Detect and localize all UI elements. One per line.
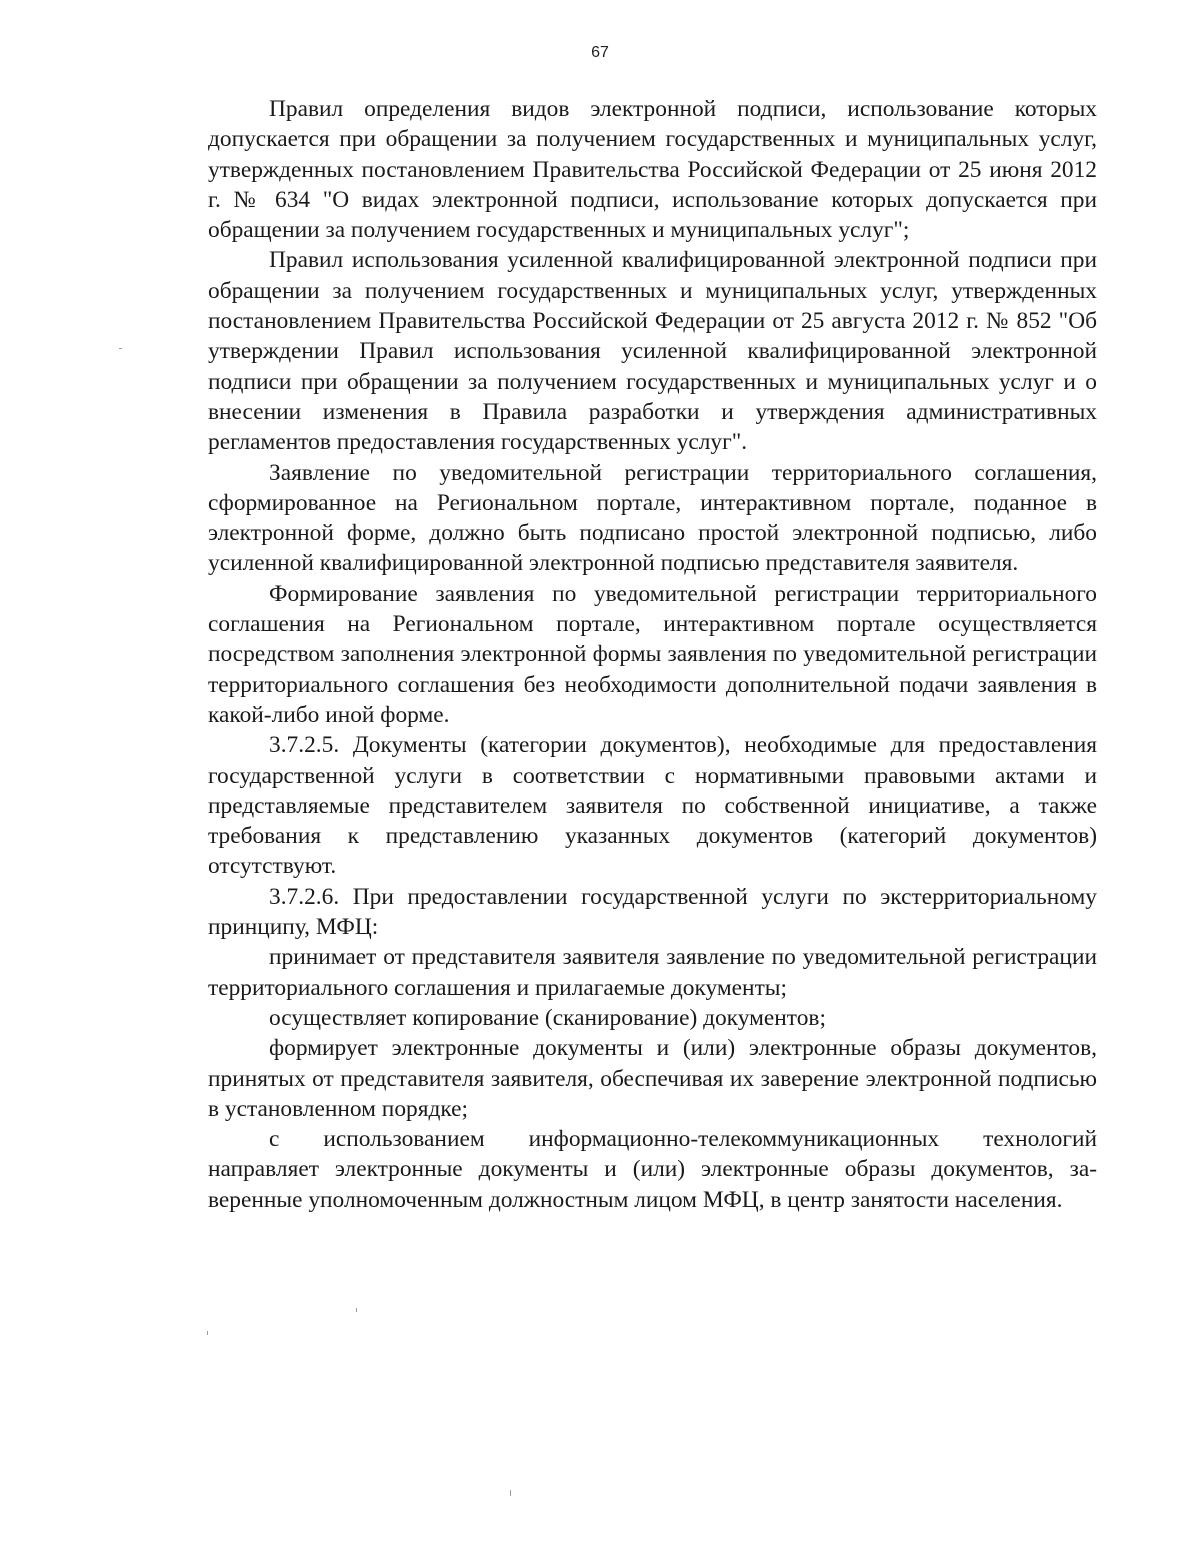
paragraph-3: Заявление по уведомительной регистрации территориального соглашения, сформированное на Региональном портале, интерактивном портале, поданное в электронной форме, должно быть подписано простой электронной подписью, либо усиленной квалифицированной электронной подписью представителя заявителя. — [208, 459, 1097, 577]
paragraph-6: 3.7.2.6. При предоставлении государственной услуги по экстерриториальному принципу, МФЦ: — [208, 883, 1097, 941]
paragraph-4: Формирование заявления по уведомительной регистрации территориального соглашения на Региональном портале, интерактивном портале осуществляется посредством заполнения электронной формы заявления по уведомительной регистрации территориального соглашения без необходимости дополнительной подачи заявления в какой-либо иной форме. — [208, 580, 1097, 728]
scan-speck — [356, 1308, 357, 1312]
scan-speck — [510, 1490, 511, 1496]
page-number: 67 — [591, 44, 609, 61]
paragraph-9: формирует электронные документы и (или) электронные образы документов, принятых от представителя заявителя, обеспечивая их заверение электронной подписью в установленном порядке; — [208, 1035, 1097, 1122]
paragraph-10: с использованием информационно-телекоммуникационных технологий направляет электронные документы и (или) электронные образы документов, заверенные уполномоченным должностным лицом МФЦ, в центр занятости населения. — [208, 1126, 1097, 1213]
paragraph-5: 3.7.2.5. Документы (категории документов), необходимые для предоставления государственной услуги в соответствии с нормативными правовыми актами и представляемые представителем заявителя по собственной инициативе, а также требования к представлению указанных документов (категорий документов) отсутствуют. — [208, 732, 1097, 880]
paragraph-7: принимает от представителя заявителя заявление по уведомительной регистрации территориального соглашения и прилагаемые документы; — [208, 944, 1097, 1001]
scan-speck — [119, 348, 122, 349]
scan-speck — [207, 1331, 208, 1335]
paragraph-2: Правил использования усиленной квалифицированной электронной подписи при обращении за получением государственных и муниципальных услуг, утвержденных постановлением Правительства Российской Федерации от 25 августа 2012 г. № 852 "Об утверждении Правил использования усиленной квалифицированной электронной подписи при обращении за получением государственных и муниципальных услуг и о внесении изменения в Правила разработки и утверждения административных регламентов предоставления государственных услуг". — [208, 247, 1097, 456]
paragraph-1: Правил определения видов электронной подписи, использование которых допускается при обращении за получением государственных и муниципальных услуг, утвержденных постановлением Правительства Российской Федерации от 25 июня 2012 г. № 634 "О видах электронной подписи, использование которых допускается при обращении за получением государственных и муниципальных услуг"; — [208, 96, 1097, 244]
paragraph-8: осуществляет копирование (сканирование) документов; — [269, 1004, 826, 1031]
body-text — [208, 94, 1097, 1215]
